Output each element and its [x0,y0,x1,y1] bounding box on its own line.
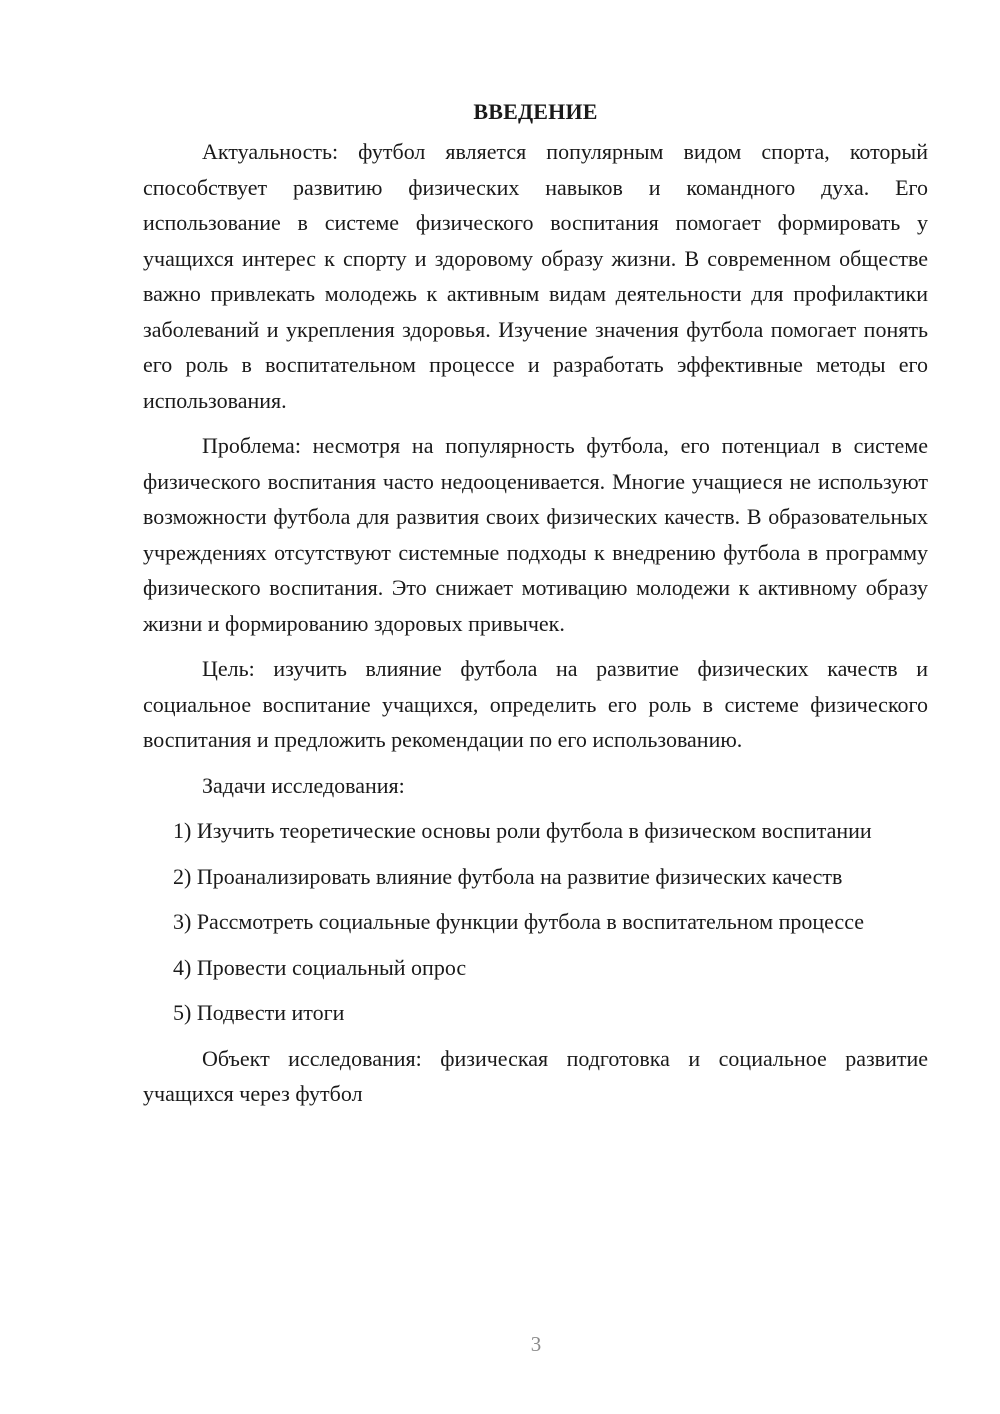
task-item: 3) Рассмотреть социальные функции футбола в воспитательном процессе [173,909,864,934]
page-content [143,96,928,1122]
tasks-heading: Задачи исследования: [202,772,405,798]
task-item: 4) Провести социальный опрос [173,954,467,980]
task-item: 2) Проанализировать влияние футбола на развитие физических качеств [173,863,843,889]
task-item: 1) Изучить теоретические основы роли футбола в физическом воспитании [173,818,872,843]
relevance-paragraph: Актуальность: футбол является популярным видом спорта, который способствует развитию физических навыков и командного духа. Его использование в системе физического воспитания помогает формировать у учащихся интерес к спорту и здоровому образу жизни. В современном обществе важно привлекать молодежь к активным видам деятельности для профилактики заболеваний и укрепления здоровья. Изучение значения футбола помогает понять его роль в воспитательном процессе и разработать эффективные методы его использования. [143,139,928,413]
section-title: ВВЕДЕНИЕ [473,99,598,124]
goal-paragraph: Цель: изучить влияние футбола на развитие физических качеств и социальное воспитание учащихся, определить его роль в системе физического воспитания и предложить рекомендации по его использованию. [143,656,928,752]
task-item: 5) Подвести итоги [173,1000,345,1025]
page-number: 3 [530,1332,542,1356]
object-paragraph: Объект исследования: физическая подготовка и социальное развитие учащихся через футбол [143,1045,928,1106]
problem-paragraph: Проблема: несмотря на популярность футбола, его потенциал в системе физического воспитания часто недооценивается. Многие учащиеся не используют возможности футбола для развития своих физических качеств. В образовательных учреждениях отсутствуют системные подходы к внедрению футбола в программу физического воспитания. Это снижает мотивацию молодежи к активному образу жизни и формированию здоровых привычек. [143,433,928,636]
